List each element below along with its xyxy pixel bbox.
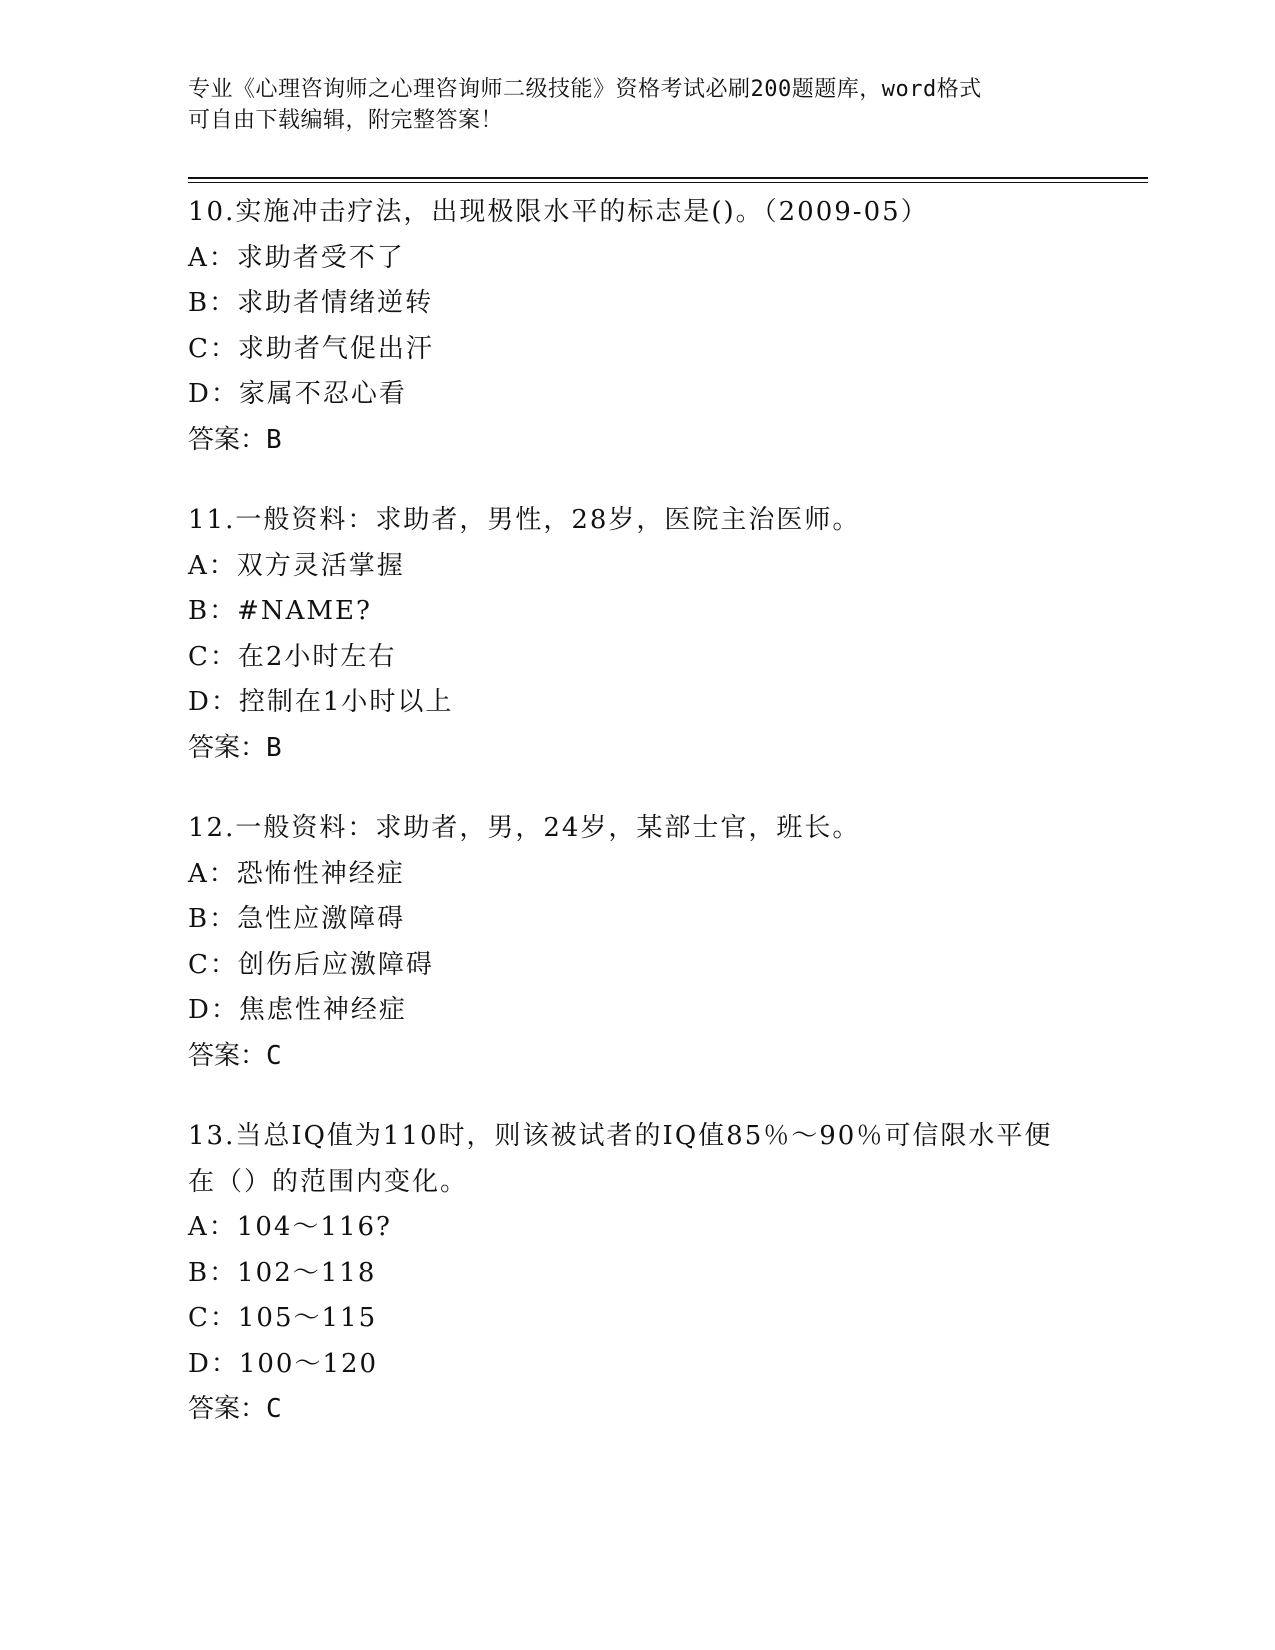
header-divider-thick	[188, 177, 1148, 179]
option-c: C：求助者气促出汗	[188, 333, 434, 364]
answer-label: 答案：C	[188, 1394, 282, 1424]
document-header	[188, 74, 1088, 136]
question-12	[188, 806, 1148, 1079]
question-13	[188, 1114, 1148, 1433]
option-c: C：创伤后应激障碍	[188, 949, 434, 980]
answer-label: 答案：B	[188, 424, 282, 455]
option-a: A：恐怖性神经症	[188, 858, 405, 889]
header-divider-thin	[188, 182, 1148, 183]
option-b: B：急性应激障碍	[188, 904, 406, 934]
option-d: D：控制在1小时以上	[188, 687, 454, 717]
header-line-1: 专业《心理咨询师之心理咨询师二级技能》资格考试必刷200题题库，word格式	[188, 77, 982, 102]
option-c: C：在2小时左右	[188, 641, 397, 672]
option-d: D：100～120	[188, 1348, 379, 1379]
question-stem: 13.当总IQ值为110时，则该被试者的IQ值85％～90％可信限水平便	[188, 1121, 1053, 1151]
option-b: B：#NAME?	[188, 596, 372, 626]
option-a: A：求助者受不了	[188, 242, 405, 273]
question-10	[188, 190, 1148, 463]
option-a: A：双方灵活掌握	[188, 550, 405, 581]
question-stem-continued: 在（）的范围内变化。	[188, 1166, 469, 1197]
question-stem: 11.一般资料：求助者，男性，28岁，医院主治医师。	[188, 505, 861, 535]
question-stem: 10.实施冲击疗法，出现极限水平的标志是()。（2009-05）	[188, 197, 929, 227]
question-11	[188, 498, 1148, 771]
question-stem: 12.一般资料：求助者，男，24岁，某部士官，班长。	[188, 813, 861, 843]
answer-label: 答案：B	[188, 732, 282, 763]
option-d: D：家属不忍心看	[188, 379, 407, 409]
question-list	[188, 190, 1148, 1468]
option-a: A：104～116?	[188, 1212, 392, 1242]
option-b: B：求助者情绪逆转	[188, 288, 434, 318]
answer-label: 答案：C	[188, 1040, 282, 1071]
option-c: C：105～115	[188, 1303, 378, 1333]
option-d: D：焦虑性神经症	[188, 995, 407, 1025]
header-line-2: 可自由下载编辑，附完整答案！	[188, 108, 504, 133]
option-b: B：102～118	[188, 1257, 377, 1288]
